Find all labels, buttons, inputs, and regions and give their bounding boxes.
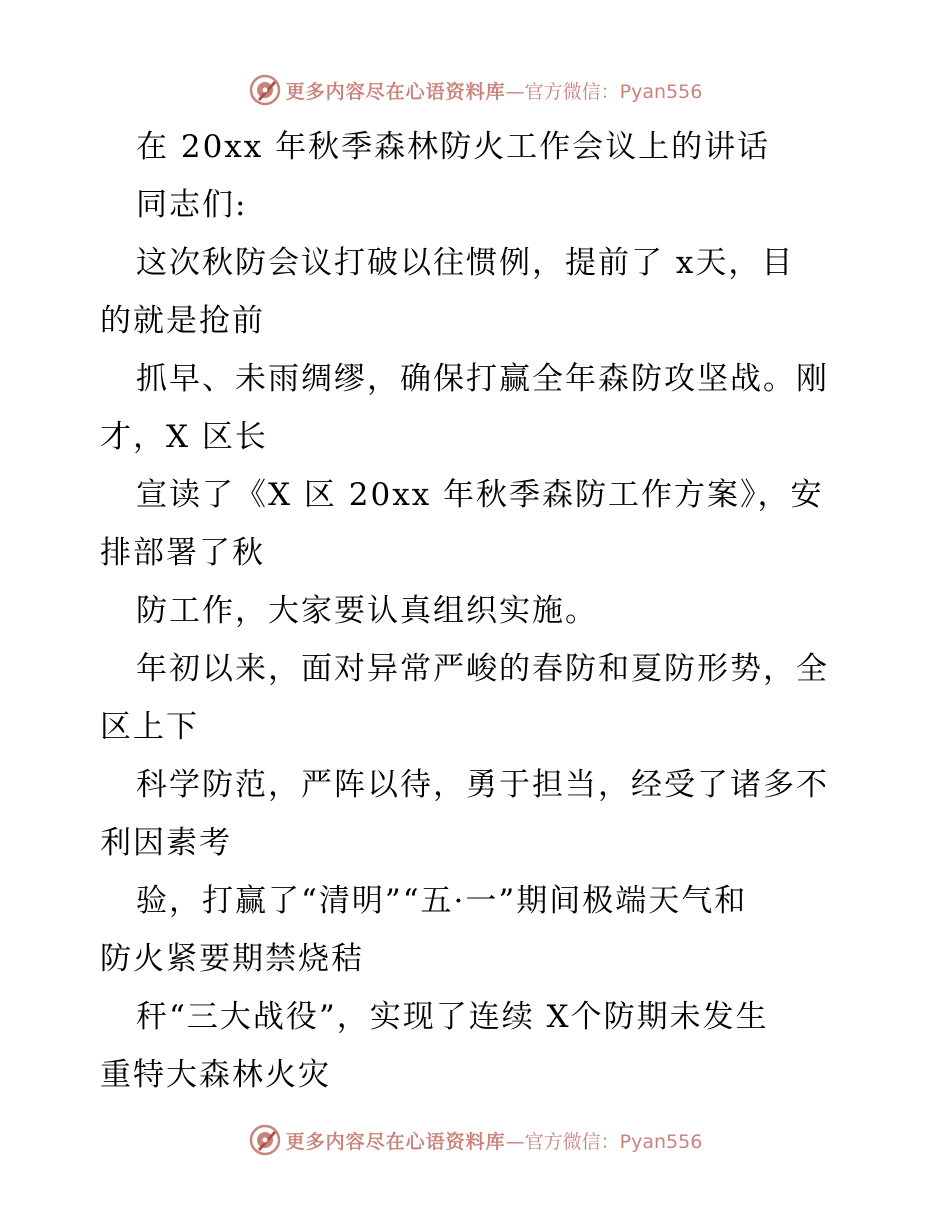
text-line: 同志们: (136, 187, 248, 223)
text-line: 宣读了《X 区 20xx 年秋季森防工作方案》，安 (136, 477, 824, 513)
watermark-brand: 更多内容尽在心语资料库 (285, 80, 506, 103)
text-line: 这次秋防会议打破以往惯例，提前了 x天，目 (136, 245, 795, 281)
text-line: 抓早、未雨绸缪，确保打赢全年森防攻坚战。刚 (136, 361, 829, 397)
text-line: 重特大森林火灾 (100, 1057, 331, 1093)
text-line: 验，打赢了“清明”“五·一”期间极端天气和 (136, 883, 748, 919)
text-line: 排部署了秋 (100, 535, 265, 571)
text-line: 区上下 (100, 709, 199, 745)
text-line: 才，X 区长 (100, 419, 268, 455)
watermark-wechat: —官方微信：Pyan556 (505, 80, 703, 103)
header-watermark (0, 70, 950, 110)
text-line: 防工作，大家要认真组织实施。 (136, 593, 598, 629)
watermark-brand: 更多内容尽在心语资料库 (285, 1130, 506, 1153)
text-line: 秆“三大战役”，实现了连续 X个防期未发生 (136, 999, 769, 1035)
text-line: 在 20xx 年秋季森林防火工作会议上的讲话 (136, 129, 771, 165)
watermark-wechat: —官方微信：Pyan556 (505, 1130, 703, 1153)
text-line: 利因素考 (100, 825, 232, 861)
footer-watermark (0, 1120, 950, 1160)
text-line: 的就是抢前 (100, 303, 265, 339)
text-line: 科学防范，严阵以待，勇于担当，经受了诸多不 (136, 767, 829, 803)
pen-logo-icon (248, 1123, 282, 1157)
document-body (100, 118, 860, 1104)
text-line: 防火紧要期禁烧秸 (100, 941, 364, 977)
text-line: 年初以来，面对异常严峻的春防和夏防形势，全 (136, 651, 829, 687)
pen-logo-icon (248, 73, 282, 107)
